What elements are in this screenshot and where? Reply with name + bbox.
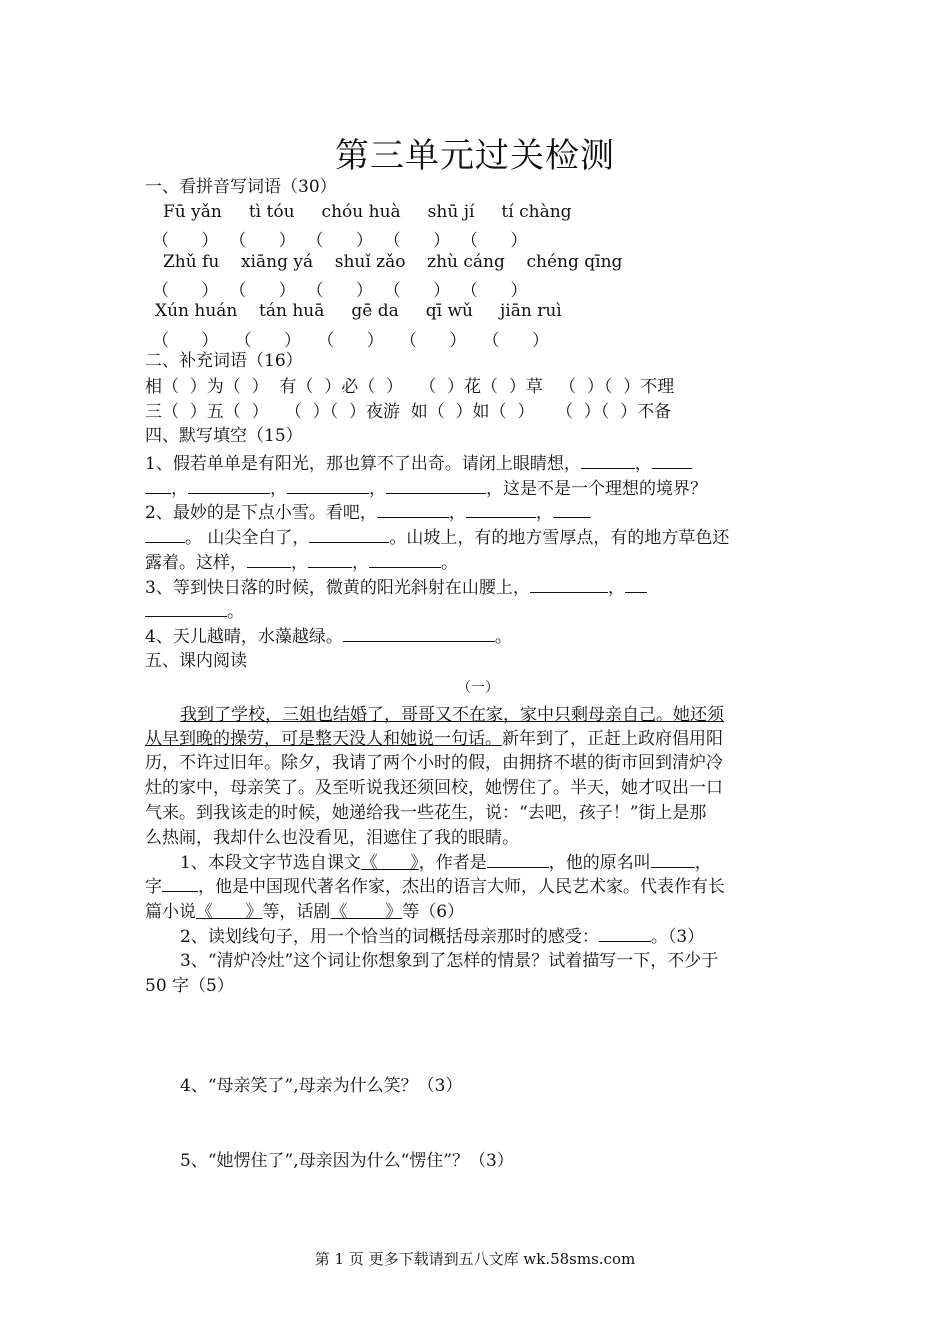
question-line: 。 山尖全白了， 。山坡上，有的地方雪厚点，有的地方草色还 [145,526,729,549]
answer-blank[interactable] [145,477,171,494]
question-line: 3、等到快日落的时候，微黄的阳光斜射在山腰上， ， [145,576,647,599]
answer-blank[interactable] [145,600,227,617]
answer-blank[interactable] [581,452,635,469]
answer-blank[interactable] [309,526,389,543]
answer-blank[interactable] [386,477,486,494]
answer-blank[interactable] [599,925,651,942]
answer-blank[interactable] [553,501,591,518]
pinyin-row: Zhǔ fu xiāng yá shuǐ zǎo zhù cáng chéng qīng [163,252,623,272]
passage-line: 么热闹，我却什么也没看见，泪遮住了我的眼睛。 [145,828,519,848]
question-line: 篇小说《 》等，话剧《 》等（6） [145,902,465,922]
answer-blank[interactable] [162,875,198,892]
question-line: 露着。这样， ， ， 。 [145,553,458,573]
answer-blank[interactable] [343,625,495,642]
section2-heading: 二、补充词语（16） [145,351,303,371]
answer-blank[interactable] [369,551,441,568]
answer-blank[interactable] [377,501,449,518]
answer-blank[interactable] [287,477,369,494]
section1-heading: 一、看拼音写词语（30） [145,177,337,197]
answer-blank[interactable] [651,851,695,868]
question-line: 2、最妙的是下点小雪。看吧， ， ， [145,501,591,524]
question-line: ， ， ， ，这是不是一个理想的境界？ [145,477,707,500]
passage-line: 从早到晚的操劳，可是整天没人和她说一句话。新年到了，正赶上政府倡用阳 [145,729,723,749]
section5-heading: 五、课内阅读 [145,651,247,671]
underlined-sentence: 从早到晚的操劳，可是整天没人和她说一句话。 [145,729,502,749]
question-line: 。 [145,600,244,623]
answer-blank[interactable] [466,501,536,518]
answer-blank[interactable] [188,477,270,494]
passage-line: 气来。到我该走的时候，她递给我一些花生，说：“去吧，孩子！”街上是那 [145,803,707,823]
question-line: 1、假若单单是有阳光，那也算不了出奇。请闭上眼睛想， ， [145,452,692,475]
question-line: 2、读划线句子，用一个恰当的词概括母亲那时的感受： 。（3） [180,927,705,947]
paren-row: （ ） （ ） （ ） （ ） （ ） [152,331,549,351]
answer-blank[interactable] [487,851,549,868]
answer-blank[interactable] [652,452,692,469]
answer-blank[interactable] [530,576,608,593]
fill-words-row: 相（ ）为（ ） 有（ ）必（ ） （ ）花（ ）草 （ ）（ ）不理 [145,377,675,397]
answer-blank[interactable] [308,551,352,568]
question-line: 字 ，他是中国现代著名作家，杰出的语言大师，人民艺术家。代表作有长 [145,877,725,897]
question-line: 3、“清炉冷灶”这个词让你想象到了怎样的情景？试着描写一下，不少于 [180,951,719,971]
question-line: 50 字（5） [145,976,234,996]
section4-heading: 四、默写填空（15） [145,426,303,446]
passage-line-underlined: 我到了学校，三姐也结婚了，哥哥又不在家，家中只剩母亲自己。她还须 [180,705,724,725]
page-footer: 第 1 页 更多下载请到五八文库 wk.58sms.com [314,1250,636,1268]
fill-words-row: 三（ ）五（ ） （ ）（ ）夜游 如（ ）如（ ） （ ）（ ）不备 [145,402,672,422]
question-line: 4、“母亲笑了”,母亲为什么笑？（3） [180,1076,463,1096]
answer-blank[interactable] [145,526,185,543]
question-line: 1、本段文字节选自课文《 》，作者是 ，他的原名叫 ， [180,853,712,873]
question-line: 4、天儿越晴，水藻越绿。 。 [145,627,512,647]
paren-row: （ ） （ ） （ ） （ ） （ ） [152,281,528,301]
paren-row: （ ） （ ） （ ） （ ） （ ） [152,231,528,251]
answer-blank[interactable]: 《 》 [330,902,403,922]
passage-line: 历，不许过旧年。除夕，我请了两个小时的假，由拥挤不堪的街市回到清炉冷 [145,753,723,773]
answer-blank[interactable]: 《 》 [360,853,419,873]
pinyin-row: Fū yǎn tì tóu chóu huà shū jí tí chàng [163,202,572,222]
answer-blank[interactable] [247,551,291,568]
answer-blank[interactable]: 《 》 [196,902,263,922]
answer-blank[interactable] [625,576,647,593]
question-line: 5、“她愣住了”,母亲因为什么“愣住”？（3） [180,1151,514,1171]
page-title: 第三单元过关检测 [335,136,615,176]
pinyin-row: Xún huán tán huā gē da qī wǔ jiān ruì [155,301,562,321]
passage-line: 灶的家中，母亲笑了。及至听说我还须回校，她愣住了。半天，她才叹出一口 [145,778,723,798]
passage-subtitle: （一） [457,680,499,696]
